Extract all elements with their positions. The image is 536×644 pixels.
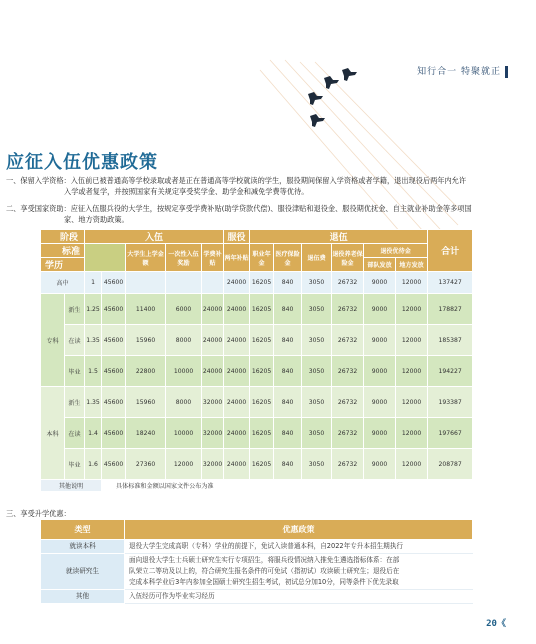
row-text — [125, 554, 473, 590]
row-label: 其他 — [41, 590, 125, 604]
cell-job: 16205 — [250, 325, 274, 356]
cell-bonus: 6000 — [166, 294, 202, 325]
cell-army-pay: 9000 — [364, 418, 396, 449]
cell-tuition: 32000 — [202, 449, 224, 480]
note-text: 具体标准和金额以国家文件公布为准 — [102, 480, 473, 492]
cell-two-years: 45600 — [102, 325, 126, 356]
table-row — [41, 325, 473, 356]
cell-tuition-sub: 22800 — [126, 356, 166, 387]
table-note-row — [41, 480, 473, 492]
cell-total: 194227 — [428, 356, 473, 387]
section-1-line-1: 入伍前已被普通高等学校录取或者是正在普通高等学校就读的学生，服役期间保留入学资格或者学籍，退出现役后两年内允许 — [70, 176, 467, 185]
cell-medical: 840 — [274, 387, 302, 418]
cell-tuition-sub: 15960 — [126, 325, 166, 356]
cell-total: 185387 — [428, 325, 473, 356]
cell-tuition-sub — [126, 272, 166, 294]
header-pension: 退役养老保险金 — [332, 244, 364, 272]
subsidy-table — [40, 229, 473, 492]
cell-bonus: 12000 — [166, 449, 202, 480]
header-tuition-sub: 大学生上学金额 — [126, 244, 166, 272]
header-medical: 医疗保险金 — [274, 244, 302, 272]
cell-army-pay: 9000 — [364, 272, 396, 294]
cell-local-pay: 12000 — [396, 325, 428, 356]
cell-status: 毕业 — [65, 356, 85, 387]
cell-local-pay: 12000 — [396, 294, 428, 325]
cell-job: 16205 — [250, 449, 274, 480]
education-benefit-table — [40, 519, 473, 604]
cell-base: 1.25 — [85, 294, 102, 325]
header-pref-group: 退役优待金 — [364, 244, 428, 258]
cell-total: 178827 — [428, 294, 473, 325]
section-3-heading: 三、享受升学优惠： — [6, 509, 71, 518]
cell-base: 1 — [85, 272, 102, 294]
cell-army-pay: 9000 — [364, 387, 396, 418]
header-education: 学历 — [41, 258, 85, 272]
cell-tuition: 24000 — [202, 325, 224, 356]
header-allowance: 两年补贴 — [224, 244, 250, 272]
cell-total: 197667 — [428, 418, 473, 449]
header-type: 类型 — [41, 520, 125, 540]
table-row — [41, 540, 473, 554]
cell-medical: 840 — [274, 418, 302, 449]
cell-total: 208787 — [428, 449, 473, 480]
cell-two-years: 45600 — [102, 272, 126, 294]
header-retire-fee: 退伍费 — [302, 244, 332, 272]
header-total: 合计 — [428, 230, 473, 272]
table-row — [41, 554, 473, 590]
table-row — [41, 294, 473, 325]
cell-status: 在读 — [65, 418, 85, 449]
cell-army-pay: 9000 — [364, 356, 396, 387]
header-enlist: 入伍 — [85, 230, 224, 244]
cell-local-pay: 12000 — [396, 418, 428, 449]
cell-medical: 840 — [274, 356, 302, 387]
cell-allowance: 24000 — [224, 449, 250, 480]
cell-status: 在读 — [65, 325, 85, 356]
cell-two-years: 45600 — [102, 418, 126, 449]
cell-two-years: 45600 — [102, 387, 126, 418]
cell-status: 毕业 — [65, 449, 85, 480]
cell-allowance: 24000 — [224, 387, 250, 418]
header-retire: 退伍 — [250, 230, 428, 244]
header-tuition: 学费补贴 — [202, 244, 224, 272]
cell-job: 16205 — [250, 272, 274, 294]
section-2-paragraph — [6, 203, 526, 225]
cell-retire-fee: 3050 — [302, 272, 332, 294]
cell-army-pay: 9000 — [364, 294, 396, 325]
cell-tuition: 24000 — [202, 356, 224, 387]
header-policy: 优惠政策 — [125, 520, 473, 540]
note-label: 其他说明 — [41, 480, 102, 492]
cell-local-pay: 12000 — [396, 449, 428, 480]
row-label: 就读研究生 — [41, 554, 125, 590]
cell-total: 193387 — [428, 387, 473, 418]
section-2-line-1: 应征入伍服兵役的大学生，按规定享受学费补贴(助学贷款代偿)、服役津贴和退役金、服役期优抚金、自主就业补助金等多项国 — [70, 204, 472, 213]
cell-base: 1.35 — [85, 387, 102, 418]
cell-pension: 26732 — [332, 449, 364, 480]
cell-local-pay: 12000 — [396, 272, 428, 294]
fighter-jets-illustration — [290, 64, 380, 144]
cell-tuition-sub: 27360 — [126, 449, 166, 480]
cell-pension: 26732 — [332, 294, 364, 325]
row-text-line: 完成本科学业后3年内参加全国硕士研究生招生考试，初试总分加10分，同等条件下优先录取 — [129, 578, 399, 586]
table-row — [41, 356, 473, 387]
cell-job: 16205 — [250, 356, 274, 387]
cell-pension: 26732 — [332, 418, 364, 449]
cell-job: 16205 — [250, 294, 274, 325]
cell-bonus: 8000 — [166, 387, 202, 418]
cell-local-pay: 12000 — [396, 356, 428, 387]
table-row — [41, 387, 473, 418]
cell-job: 16205 — [250, 387, 274, 418]
page-number — [486, 616, 506, 629]
cell-base: 1.5 — [85, 356, 102, 387]
page-number-value: 20 — [486, 619, 497, 629]
header-job: 职业年金 — [250, 244, 274, 272]
cell-medical: 840 — [274, 294, 302, 325]
cell-status: 新生 — [65, 387, 85, 418]
cell-tuition-sub: 11400 — [126, 294, 166, 325]
cell-tuition: 32000 — [202, 387, 224, 418]
cell-pension: 26732 — [332, 325, 364, 356]
table-row — [41, 272, 473, 294]
header-tuition-sub-blank — [85, 244, 126, 272]
section-1-lead: 一、保留入学资格： — [6, 176, 71, 185]
cell-allowance: 24000 — [224, 356, 250, 387]
cell-bonus: 10000 — [166, 356, 202, 387]
cell-level: 专科 — [41, 294, 65, 387]
row-text-line: 面向退役大学生士兵硕士研究生实行专项招生，将服兵役情况纳入推免生遴选指标体系：在部 — [129, 556, 400, 564]
cell-bonus: 8000 — [166, 325, 202, 356]
row-text: 入伍经历可作为毕业实习经历 — [125, 590, 473, 604]
page-number-suffix: 《 — [496, 619, 506, 629]
cell-retire-fee: 3050 — [302, 418, 332, 449]
cell-medical: 840 — [274, 325, 302, 356]
cell-level: 高中 — [41, 272, 85, 294]
header-local-pay: 地方发放 — [396, 258, 428, 272]
cell-retire-fee: 3050 — [302, 294, 332, 325]
cell-two-years: 45600 — [102, 449, 126, 480]
cell-army-pay: 9000 — [364, 325, 396, 356]
table-row — [41, 449, 473, 480]
cell-base: 1.6 — [85, 449, 102, 480]
cell-retire-fee: 3050 — [302, 387, 332, 418]
cell-total: 137427 — [428, 272, 473, 294]
cell-job: 16205 — [250, 418, 274, 449]
cell-retire-fee: 3050 — [302, 449, 332, 480]
section-2-lead: 二、享受国家资助： — [6, 204, 71, 213]
cell-retire-fee: 3050 — [302, 325, 332, 356]
motto-text: 知行合一 特聚就正 — [417, 67, 501, 77]
cell-pension: 26732 — [332, 356, 364, 387]
cell-tuition: 24000 — [202, 294, 224, 325]
header-stage: 阶段 — [41, 230, 85, 244]
section-1-paragraph — [6, 175, 526, 197]
cell-tuition-sub: 15960 — [126, 387, 166, 418]
header-army-pay: 部队发放 — [364, 258, 396, 272]
table-row — [41, 418, 473, 449]
header-motto — [417, 64, 508, 78]
cell-local-pay: 12000 — [396, 387, 428, 418]
cell-army-pay: 9000 — [364, 449, 396, 480]
cell-base: 1.35 — [85, 325, 102, 356]
cell-base: 1.4 — [85, 418, 102, 449]
cell-medical: 840 — [274, 272, 302, 294]
section-1-line-2: 入学或者复学，并按照国家有关规定享受奖学金、助学金和减免学费等优待。 — [64, 187, 309, 196]
table-row — [41, 590, 473, 604]
cell-medical: 840 — [274, 449, 302, 480]
cell-bonus: 10000 — [166, 418, 202, 449]
section-2-line-2: 家、地方资助政策。 — [64, 215, 129, 224]
cell-allowance: 24000 — [224, 272, 250, 294]
cell-tuition — [202, 272, 224, 294]
cell-pension: 26732 — [332, 387, 364, 418]
cell-retire-fee: 3050 — [302, 356, 332, 387]
cell-tuition-sub: 18240 — [126, 418, 166, 449]
cell-two-years: 45600 — [102, 356, 126, 387]
cell-allowance: 24000 — [224, 325, 250, 356]
row-label: 就读本科 — [41, 540, 125, 554]
cell-status: 新生 — [65, 294, 85, 325]
row-text-line: 队荣立二等功及以上的，符合研究生报名条件的可免试（指初试）攻读硕士研究生；退役后在 — [129, 567, 400, 575]
cell-tuition: 32000 — [202, 418, 224, 449]
cell-bonus — [166, 272, 202, 294]
cell-allowance: 24000 — [224, 418, 250, 449]
cell-level: 本科 — [41, 387, 65, 480]
cell-allowance: 24000 — [224, 294, 250, 325]
page-title: 应征入伍优惠政策 — [6, 152, 158, 173]
header-standard: 标准 — [41, 244, 85, 258]
cell-pension: 26732 — [332, 272, 364, 294]
header-bonus: 一次性入伍奖励 — [166, 244, 202, 272]
motto-bar — [505, 66, 508, 78]
row-text: 退役大学生完成高职（专科）学业的前提下，免试入读普通本科，自2022年专升本招生期执行 — [125, 540, 473, 554]
header-service: 服役 — [224, 230, 250, 244]
cell-two-years: 45600 — [102, 294, 126, 325]
